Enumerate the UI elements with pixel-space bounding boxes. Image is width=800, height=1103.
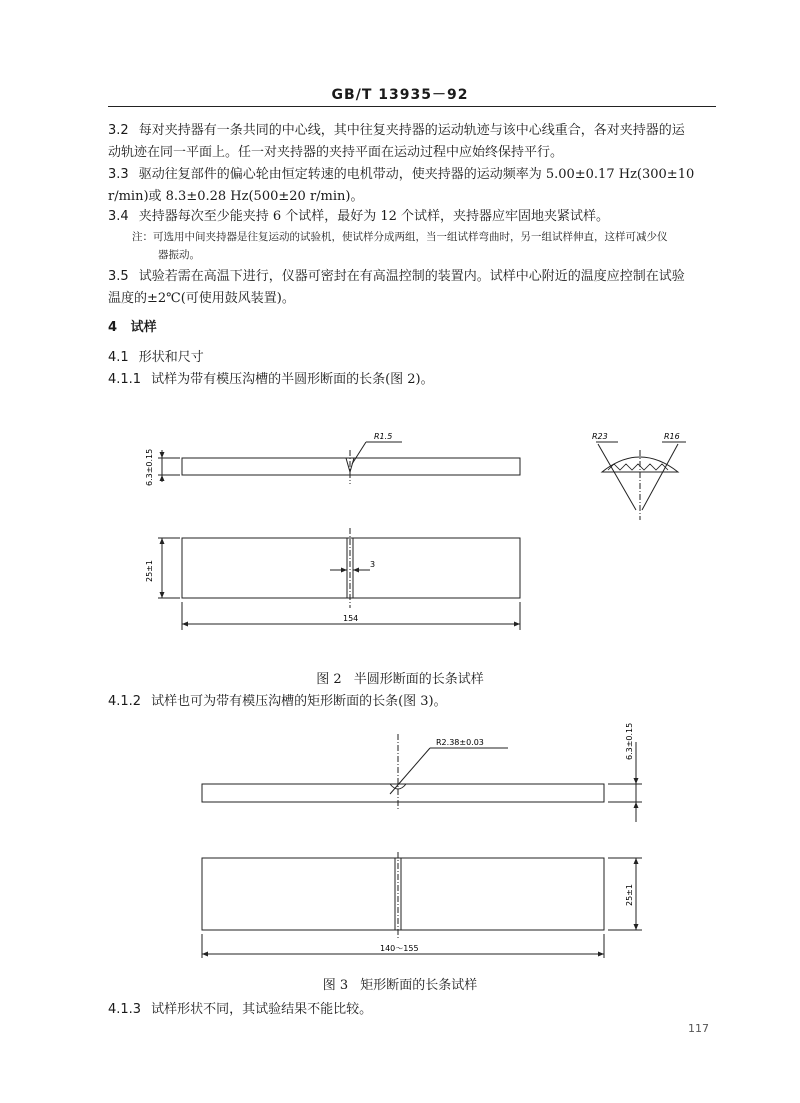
dim-length-label: 140～155 — [380, 944, 419, 953]
strip-side-view — [182, 458, 520, 475]
dim-r16-label: R16 — [664, 432, 680, 441]
clause-number: 4.1.2 — [108, 694, 142, 709]
clause-text-line: 每对夹持器有一条共同的中心线，其中往复夹持器的运动轨迹与该中心线重合，各对夹持器的运 — [138, 123, 685, 138]
dim-groove-width-label: 3 — [370, 560, 376, 569]
clause-text-line: 试验若需在高温下进行，仪器可密封在有高温控制的装置内。试样中心附近的温度应控制在试验 — [138, 269, 685, 284]
clause-4-1-1 — [108, 368, 434, 387]
dim-length-label: 154 — [343, 614, 359, 623]
clause-4-1-3 — [108, 998, 372, 1017]
clause-text-line: 夹持器每次至少能夹持 6 个试样，最好为 12 个试样，夹持器应牢固地夹紧试样。 — [138, 209, 610, 224]
dim-thickness-label: 6.3±0.15 — [145, 448, 154, 486]
note-block — [132, 228, 722, 264]
figure-2-caption — [0, 668, 800, 687]
clause-number: 4.1.1 — [108, 372, 142, 387]
clause-text: 试样形状不同，其试验结果不能比较。 — [151, 1002, 373, 1017]
clause-4-1-heading — [108, 346, 204, 365]
clause-title: 形状和尺寸 — [138, 350, 204, 365]
figure-3-caption — [0, 974, 800, 993]
clause-text: 试样为带有模压沟槽的半圆形断面的长条(图 2)。 — [151, 372, 434, 387]
clause-4-1-2 — [108, 690, 447, 709]
dim-groove-radius-label: R1.5 — [374, 432, 393, 441]
section-number: 4 — [108, 320, 118, 335]
clause-number: 3.5 — [108, 269, 129, 284]
clause-3-2 — [108, 120, 723, 164]
standard-header: GB/T 13935－92 — [331, 87, 469, 103]
clause-text-line: r/min)或 8.3±0.28 Hz(500±20 r/min)。 — [108, 189, 364, 204]
clause-number: 3.4 — [108, 209, 129, 224]
note-line: 器振动。 — [158, 249, 200, 261]
clause-text: 试样也可为带有模压沟槽的矩形断面的长条(图 3)。 — [151, 694, 447, 709]
page-number: 117 — [688, 1022, 709, 1035]
caption-number: 图 3 — [322, 978, 349, 993]
dim-thickness-label: 6.3±0.15 — [625, 722, 634, 760]
figure-2-drawing — [130, 420, 720, 660]
rect-strip-top-view — [202, 858, 604, 930]
clause-3-3 — [108, 164, 723, 208]
strip-top-view — [182, 538, 520, 598]
dim-width-label: 25±1 — [625, 884, 634, 906]
dim-radius-label: R2.38±0.03 — [436, 738, 484, 747]
note-line: 注：可选用中间夹持器是往复运动的试验机，使试样分成两组，当一组试样弯曲时，另一组试样伸直，这样可减少仪 — [132, 231, 668, 243]
dim-width-label: 25±1 — [145, 560, 154, 582]
clause-3-4 — [108, 206, 723, 228]
clause-text-line: 驱动往复部件的偏心轮由恒定转速的电机带动，使夹持器的运动频率为 5.00±0.17 Hz(300±10 — [138, 167, 695, 182]
dim-r23-label: R23 — [592, 432, 608, 441]
clause-number: 3.3 — [108, 167, 129, 182]
section-4-heading — [108, 316, 157, 335]
figure-3-drawing — [190, 712, 660, 968]
header-rule — [108, 106, 716, 107]
clause-number: 4.1 — [108, 350, 129, 365]
clause-number: 4.1.3 — [108, 1002, 142, 1017]
caption-text: 矩形断面的长条试样 — [360, 978, 478, 993]
clause-text-line: 温度的±2℃(可使用鼓风装置)。 — [108, 291, 295, 306]
caption-number: 图 2 — [316, 672, 342, 687]
caption-text: 半圆形断面的长条试样 — [353, 672, 484, 687]
clause-number: 3.2 — [108, 123, 129, 138]
section-title: 试样 — [130, 320, 157, 335]
clause-text-line: 动轨迹在同一平面上。任一对夹持器的夹持平面在运动过程中应始终保持平行。 — [108, 145, 564, 160]
clause-3-5 — [108, 266, 723, 310]
